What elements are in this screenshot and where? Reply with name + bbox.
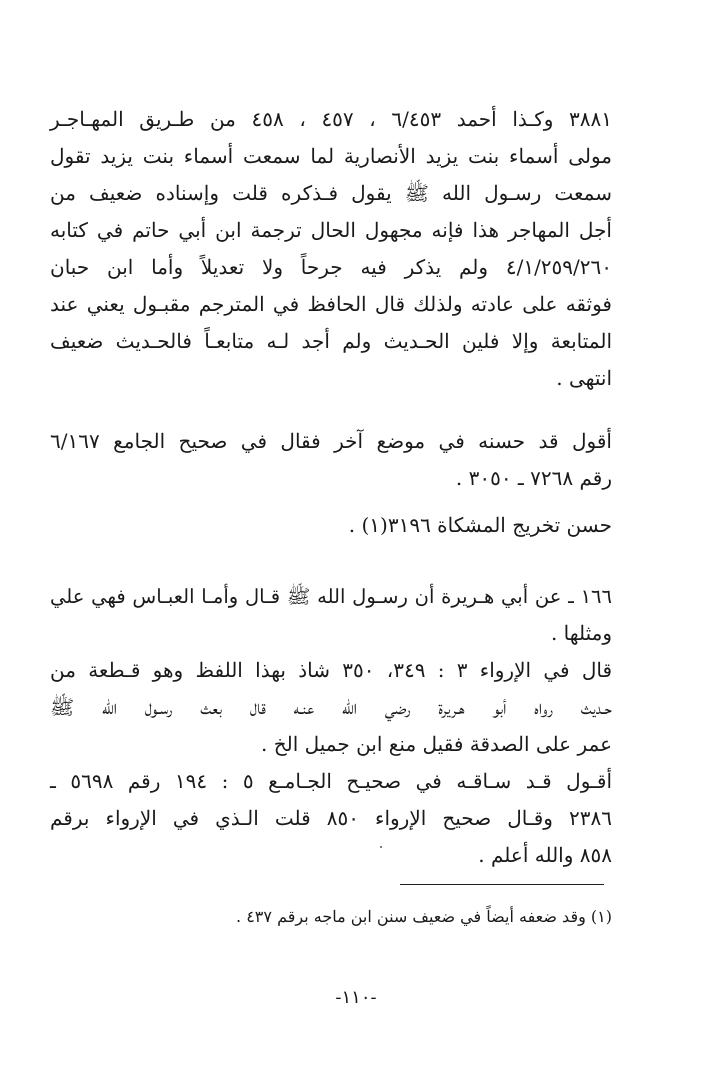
footnote-divider	[400, 884, 604, 885]
text-line: مولى أسماء بنت يزيد الأنصارية لما سمعت أسماء بنت يزيد تقول	[50, 144, 612, 168]
scan-speck	[380, 846, 382, 848]
text-line: ومثلها .	[550, 621, 612, 645]
text-line: المتابعة وإلا فلين الحـديث ولم أجد لـه متابعـاً فالحـديث ضعيف	[50, 329, 612, 353]
text-line: رقم ٧٢٦٨ ـ ٣٠٥٠ .	[455, 466, 612, 490]
text-line: حسن تخريج المشكاة ٣١٩٦(١) .	[348, 513, 612, 537]
text-line: ٢٣٨٦ وقـال صحيح الإرواء ٨٥٠ قلت الـذي في الإرواء برقم	[50, 806, 612, 830]
text-line: حـديث رواه أبو هـريرة رضي الله عنـه قال بعث رسـول الله ﷺ	[50, 695, 612, 719]
page-number: -١١٠-	[335, 987, 377, 1008]
hadith-166	[50, 578, 612, 874]
paragraph-hasan-mishkat	[50, 507, 612, 544]
text-line: عمر على الصدقة فقيل منع ابن جميل الخ .	[260, 732, 612, 756]
text-line: ٨٥٨ والله أعلم .	[478, 843, 612, 867]
hadith-heading-line: ١٦٦ ـ عن أبي هـريرة أن رسـول الله ﷺ قـال وأمـا العبـاس فهي علي	[50, 585, 612, 608]
text-line: أقـول قـد سـاقـه في صحيـح الجـامـع ٥ : ١٩٤ رقم ٥٦٩٨ ـ	[50, 769, 612, 793]
paragraph-takhrij-3881	[50, 101, 612, 397]
text-line: انتهى .	[556, 366, 612, 390]
text-line: أجل المهاجر هذا فإنه مجهول الحال ترجمة ابن أبي حاتم في كتابه	[50, 218, 612, 242]
footnote-1: (١) وقد ضعفه أيضاً في ضعيف سنن ابن ماجه برقم ٤٣٧ .	[236, 907, 612, 926]
text-line: قال في الإرواء ٣ : ٣٤٩، ٣٥٠ شاذ بهذا اللفظ وهو قـطعة من	[50, 658, 613, 682]
text-line: ٣٨٨١ وكـذا أحمد ٦/٤٥٣ ، ٤٥٧ ، ٤٥٨ من طـريق المهـاجـر	[50, 107, 612, 131]
text-line: فوثقه على عادته ولذلك قال الحافظ في المترجم مقبـول يعني عند	[50, 292, 612, 316]
text-line: أقول قد حسنه في موضع آخر فقال في صحيح الجامع ٦/١٦٧	[50, 429, 612, 453]
paragraph-aqul-hassanahu	[50, 423, 612, 497]
text-line: ٤/١/٢٥٩/٢٦٠ ولم يذكر فيه جرحاً ولا تعديلاً وأما ابن حبان	[50, 255, 612, 279]
text-line: سمعت رسـول الله ﷺ يقول فـذكره قلت وإسناده ضعيف من	[50, 181, 612, 205]
